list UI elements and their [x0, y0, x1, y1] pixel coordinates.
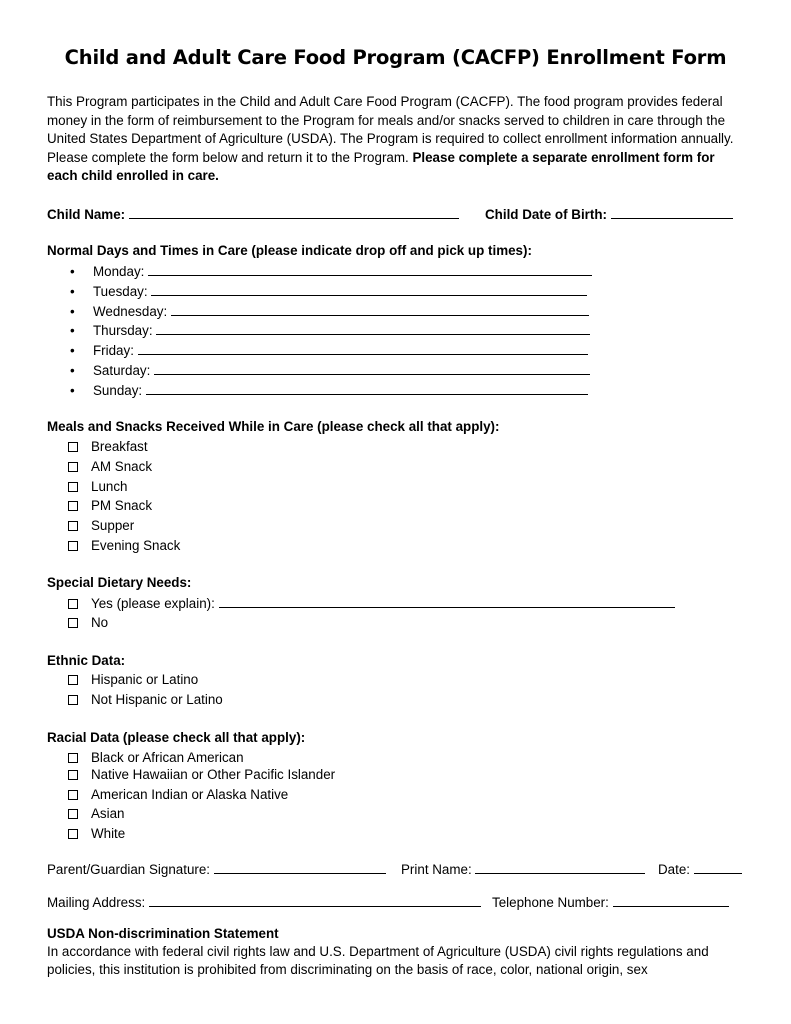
checkbox-icon[interactable]	[68, 790, 78, 800]
signature-field[interactable]	[214, 861, 386, 874]
day-label: Saturday:	[93, 363, 151, 378]
meal-option-breakfast[interactable]	[68, 439, 148, 454]
meal-option-am-snack[interactable]	[68, 459, 152, 474]
ethnic-heading: Ethnic Data:	[47, 653, 126, 668]
checkbox-icon[interactable]	[68, 829, 78, 839]
child-name-label: Child Name:	[47, 207, 126, 222]
racial-option-label: White	[91, 826, 126, 841]
racial-option-black[interactable]	[68, 750, 244, 765]
telephone-label: Telephone Number:	[492, 895, 609, 910]
checkbox-icon[interactable]	[68, 442, 78, 452]
print-name-field[interactable]	[475, 861, 645, 874]
day-row-tuesday	[70, 283, 587, 299]
print-name-label: Print Name:	[401, 862, 472, 877]
child-dob-label: Child Date of Birth:	[485, 207, 607, 222]
day-label: Monday:	[93, 264, 145, 279]
bullet-icon: •	[70, 363, 75, 378]
racial-option-asian[interactable]	[68, 806, 125, 821]
checkbox-icon[interactable]	[68, 618, 78, 628]
mailing-address-field[interactable]	[149, 894, 481, 907]
day-time-field[interactable]	[148, 263, 592, 276]
day-row-saturday	[70, 362, 590, 378]
meal-option-label: Supper	[91, 518, 135, 533]
day-row-monday	[70, 263, 592, 279]
bullet-icon: •	[70, 304, 75, 319]
checkbox-icon[interactable]	[68, 695, 78, 705]
checkbox-icon[interactable]	[68, 809, 78, 819]
checkbox-icon[interactable]	[68, 753, 78, 763]
ethnic-option-label: Not Hispanic or Latino	[91, 692, 223, 707]
meal-option-label: PM Snack	[91, 498, 153, 513]
racial-option-american-indian[interactable]	[68, 787, 288, 802]
signature-label: Parent/Guardian Signature:	[47, 862, 211, 877]
day-time-field[interactable]	[146, 382, 588, 395]
intro-text: This Program participates in the Child and Adult Care Food Program (CACFP). The food program provides federal money in the form of reimbursement to the Program for meals and/or snacks served to children in care through the United States Department of Agriculture (USDA). The Program is required to collect enrollment information annually. Please complete the form below and return it to the Program.	[47, 94, 734, 165]
checkbox-icon[interactable]	[68, 482, 78, 492]
racial-option-label: Native Hawaiian or Other Pacific Islander	[91, 767, 336, 782]
checkbox-icon[interactable]	[68, 675, 78, 685]
meal-option-label: Lunch	[91, 479, 128, 494]
date-field[interactable]	[694, 861, 742, 874]
racial-heading: Racial Data (please check all that apply):	[47, 730, 306, 745]
child-dob-field[interactable]	[611, 206, 733, 219]
day-row-thursday	[70, 322, 590, 338]
child-name-field[interactable]	[129, 206, 459, 219]
day-label: Thursday:	[93, 323, 153, 338]
dietary-option-yes[interactable]	[68, 595, 675, 611]
racial-option-label: American Indian or Alaska Native	[91, 787, 289, 802]
racial-option-label: Asian	[91, 806, 125, 821]
racial-option-white[interactable]	[68, 826, 125, 841]
bullet-icon: •	[70, 264, 75, 279]
care-times-heading: Normal Days and Times in Care (please indicate drop off and pick up times):	[47, 243, 532, 258]
dietary-option-no[interactable]	[68, 615, 108, 630]
checkbox-icon[interactable]	[68, 501, 78, 511]
bullet-icon: •	[70, 323, 75, 338]
day-time-field[interactable]	[154, 362, 590, 375]
meal-option-label: Evening Snack	[91, 538, 181, 553]
bullet-icon: •	[70, 383, 75, 398]
child-dob-row	[485, 206, 733, 222]
meal-option-pm-snack[interactable]	[68, 498, 152, 513]
meal-option-lunch[interactable]	[68, 479, 127, 494]
dietary-heading: Special Dietary Needs:	[47, 575, 192, 590]
dietary-no-label: No	[91, 615, 109, 630]
day-time-field[interactable]	[156, 322, 590, 335]
signature-row	[47, 861, 386, 877]
racial-option-label: Black or African American	[91, 750, 244, 765]
checkbox-icon[interactable]	[68, 599, 78, 609]
telephone-field[interactable]	[613, 894, 729, 907]
day-label: Sunday:	[93, 383, 143, 398]
dietary-yes-label: Yes (please explain):	[91, 596, 215, 611]
day-row-wednesday	[70, 303, 589, 319]
racial-option-native-hawaiian[interactable]	[68, 767, 335, 782]
nondiscrimination-heading: USDA Non-discrimination Statement	[47, 926, 279, 941]
meal-option-label: Breakfast	[91, 439, 148, 454]
mailing-address-label: Mailing Address:	[47, 895, 146, 910]
bullet-icon: •	[70, 343, 75, 358]
date-label: Date:	[658, 862, 691, 877]
mailing-address-row	[47, 894, 481, 910]
checkbox-icon[interactable]	[68, 770, 78, 780]
dietary-explain-field[interactable]	[219, 595, 675, 608]
day-time-field[interactable]	[138, 342, 588, 355]
day-label: Friday:	[93, 343, 134, 358]
date-row	[658, 861, 742, 877]
intro-bold-text: Please complete a separate enrollment form for each child enrolled in care.	[47, 149, 715, 184]
meals-heading: Meals and Snacks Received While in Care (please check all that apply):	[47, 419, 500, 434]
checkbox-icon[interactable]	[68, 521, 78, 531]
day-label: Wednesday:	[93, 304, 168, 319]
day-row-friday	[70, 342, 588, 358]
meal-option-label: AM Snack	[91, 459, 153, 474]
meal-option-supper[interactable]	[68, 518, 134, 533]
ethnic-option-hispanic[interactable]	[68, 672, 198, 687]
print-name-row	[401, 861, 645, 877]
checkbox-icon[interactable]	[68, 462, 78, 472]
meal-option-evening-snack[interactable]	[68, 538, 180, 553]
day-row-sunday	[70, 382, 588, 398]
telephone-row	[492, 894, 729, 910]
ethnic-option-not-hispanic[interactable]	[68, 692, 223, 707]
bullet-icon: •	[70, 284, 75, 299]
day-time-field[interactable]	[171, 303, 589, 316]
ethnic-option-label: Hispanic or Latino	[91, 672, 199, 687]
checkbox-icon[interactable]	[68, 541, 78, 551]
form-title: Child and Adult Care Food Program (CACFP) Enrollment Form	[64, 46, 727, 69]
nondiscrimination-text: In accordance with federal civil rights law and U.S. Department of Agriculture (USDA) civil rights regulations and policies, this institution is prohibited from discriminating on the basis of race, color, national origin, sex	[47, 944, 709, 977]
day-time-field[interactable]	[151, 283, 587, 296]
day-label: Tuesday:	[93, 284, 148, 299]
intro-paragraph	[47, 93, 747, 186]
child-name-row	[47, 206, 459, 222]
